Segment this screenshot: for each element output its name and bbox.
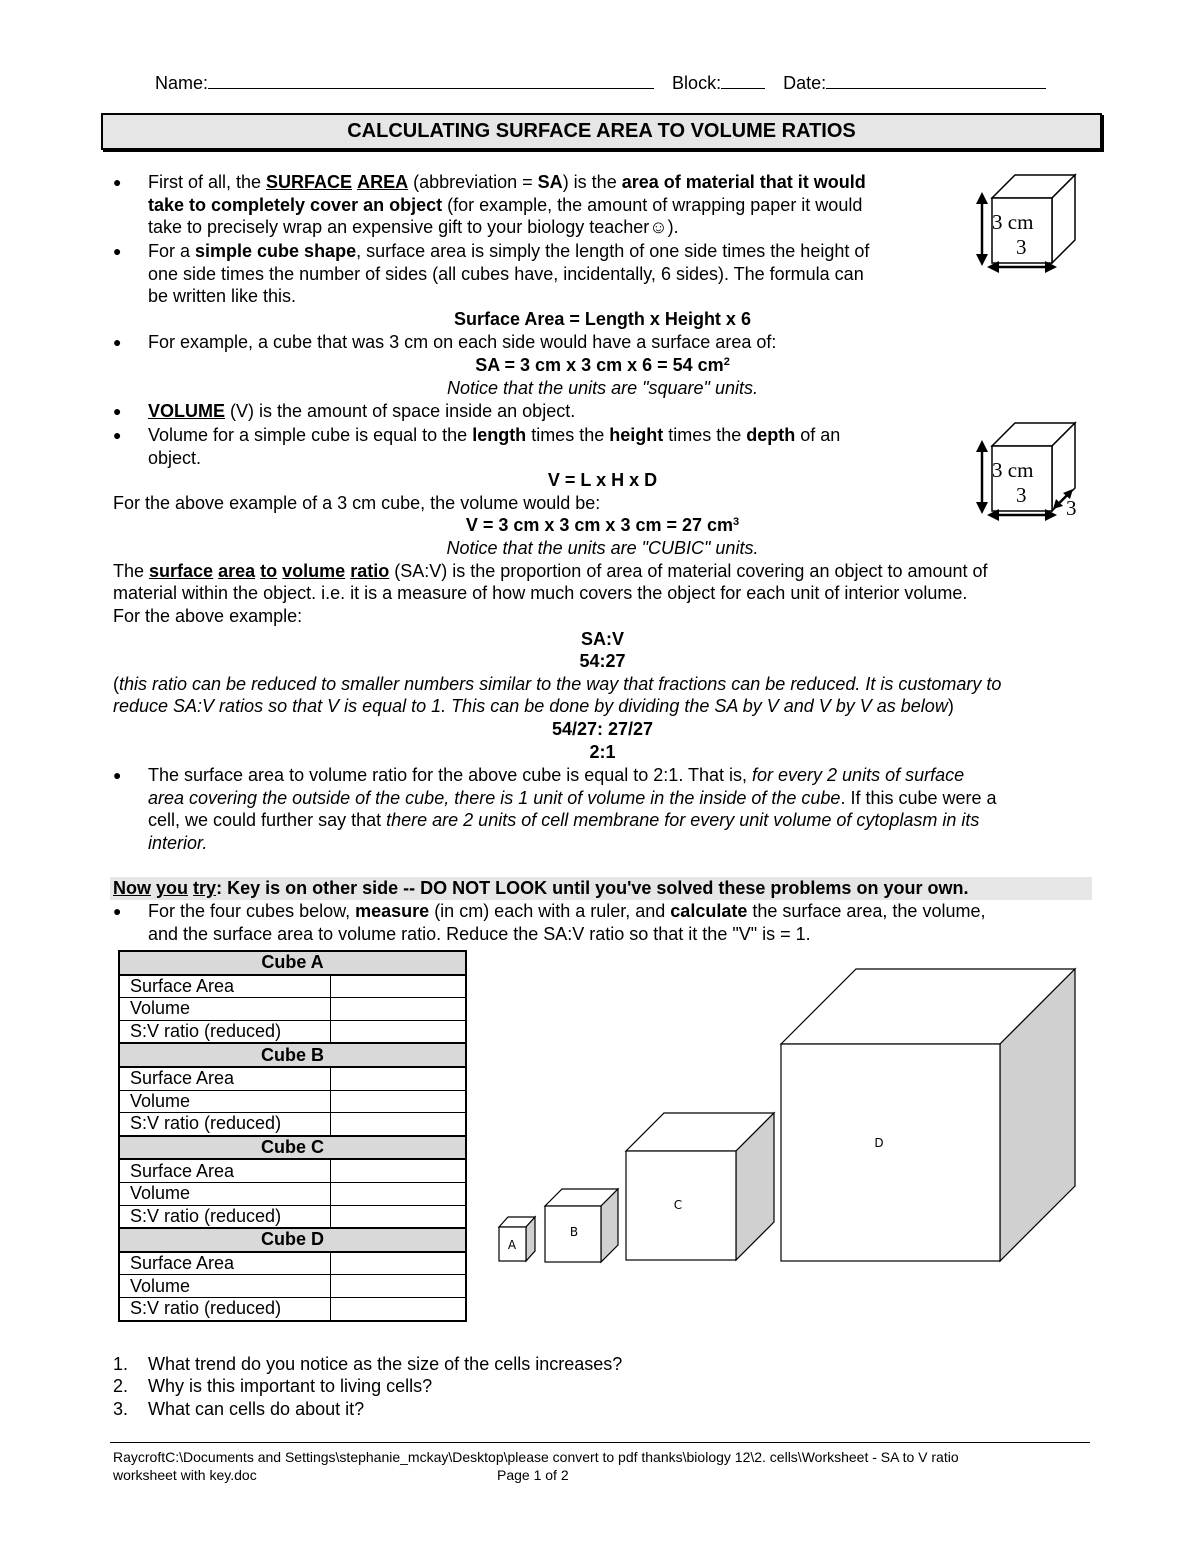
four-cubes-diagram bbox=[490, 960, 1090, 1270]
answer-cell[interactable] bbox=[331, 998, 467, 1021]
answer-cell[interactable] bbox=[331, 1113, 467, 1136]
footer-filename: worksheet with key.doc bbox=[113, 1467, 257, 1483]
volume-intro: For the above example of a 3 cm cube, the volume would be: bbox=[113, 493, 601, 513]
answer-cell[interactable] bbox=[331, 1182, 467, 1205]
bullet-icon: ● bbox=[113, 334, 122, 350]
table-row: Surface Area bbox=[119, 1159, 466, 1182]
table-header-row bbox=[119, 951, 466, 975]
question-3: What can cells do about it? bbox=[148, 1399, 365, 1419]
cube-a-header: Cube A bbox=[119, 951, 466, 975]
cube-b bbox=[545, 1189, 618, 1262]
bullet-icon: ● bbox=[113, 427, 122, 443]
table-row: Surface Area bbox=[119, 975, 466, 998]
try-heading: Now you try: Key is on other side -- DO NOT LOOK until you've solved these problems on your own. bbox=[113, 878, 969, 898]
ratio-paragraph-line-1: The surface area to volume ratio (SA:V) is the proportion of area of material covering an object to amount of bbox=[113, 561, 988, 581]
name-label: Name: bbox=[155, 73, 209, 93]
intro-bullet-1: First of all, the SURFACE AREA (abbreviation = SA) is the area of material that it would bbox=[148, 172, 866, 192]
smiley-icon: ☺ bbox=[649, 217, 668, 237]
try-instruction-line-2: and the surface area to volume ratio. Reduce the SA:V ratio so that it the "V" is = 1. bbox=[148, 924, 811, 944]
cube-b-header: Cube B bbox=[119, 1043, 466, 1067]
sav-label: SA:V bbox=[580, 629, 624, 649]
sav-value: 54:27 bbox=[579, 651, 626, 671]
ratio-paragraph-line-2: material within the object. i.e. it is a measure of how much covers the object for each unit of interior volume. bbox=[113, 583, 968, 603]
intro-bullet-6-line-2: area covering the outside of the cube, there is 1 unit of volume in the inside of the cube. If this cube were a bbox=[148, 788, 997, 808]
cube-c-header: Cube C bbox=[119, 1136, 466, 1160]
bullet-icon: ● bbox=[113, 903, 122, 919]
ratio-paragraph-line-3: For the above example: bbox=[113, 606, 303, 626]
date-field[interactable] bbox=[826, 70, 1046, 89]
cube-c bbox=[626, 1113, 774, 1260]
reduce-note-line-1: (this ratio can be reduced to smaller numbers similar to the way that fractions can be reduced. It is customary to bbox=[113, 674, 1002, 694]
bullet-icon: ● bbox=[113, 174, 122, 190]
date-label: Date: bbox=[783, 73, 827, 93]
reduced-ratio: 2:1 bbox=[589, 742, 616, 762]
table-row: S:V ratio (reduced) bbox=[119, 1205, 466, 1228]
cube-c-label: C bbox=[673, 1198, 683, 1212]
table-header-row bbox=[119, 1228, 466, 1252]
cube-d bbox=[781, 969, 1075, 1261]
intro-bullet-4: VOLUME (V) is the amount of space inside an object. bbox=[148, 401, 576, 421]
table-row: S:V ratio (reduced) bbox=[119, 1297, 466, 1320]
intro-bullet-2: For a simple cube shape, surface area is simply the length of one side times the height of bbox=[148, 241, 870, 261]
answer-cell[interactable] bbox=[331, 975, 467, 998]
intro-bullet-6-line-4: interior. bbox=[148, 833, 208, 853]
answer-cell[interactable] bbox=[331, 1252, 467, 1275]
volume-calculation: V = 3 cm x 3 cm x 3 cm = 27 $cm^3$ bbox=[465, 515, 740, 535]
sa-calculation: SA = 3 cm x 3 cm x 6 = 54 $cm^2$ bbox=[475, 355, 730, 375]
answer-table bbox=[118, 950, 467, 1322]
block-label: Block: bbox=[672, 73, 722, 93]
answer-cell[interactable] bbox=[331, 1205, 467, 1228]
formula-surface-area: Surface Area = Length x Height x 6 bbox=[454, 309, 751, 329]
cube-d-label: D bbox=[874, 1136, 884, 1150]
question-number: 2. bbox=[113, 1376, 129, 1396]
answer-cell[interactable] bbox=[331, 1020, 467, 1043]
intro-bullet-2-line-2: one side times the number of sides (all cubes have, incidentally, 6 sides). The formula can bbox=[148, 264, 864, 284]
question-number: 1. bbox=[113, 1354, 129, 1374]
intro-bullet-3: For example, a cube that was 3 cm on each side would have a surface area of: bbox=[148, 332, 777, 352]
footer-divider bbox=[110, 1442, 1090, 1443]
table-row: Volume bbox=[119, 998, 466, 1021]
example-cube-volume-diagram bbox=[970, 418, 1085, 530]
question-2: Why is this important to living cells? bbox=[148, 1376, 433, 1396]
reduce-note-line-2: reduce SA:V ratios so that V is equal to 1. This can be done by dividing the SA by V and V by V as below) bbox=[113, 696, 954, 716]
sa-note: Notice that the units are "square" units. bbox=[447, 378, 758, 398]
division-step: 54/27: 27/27 bbox=[551, 719, 654, 739]
intro-bullet-1-line-3: take to precisely wrap an expensive gift to your biology teacher☺). bbox=[148, 217, 679, 237]
bullet-icon: ● bbox=[113, 767, 122, 783]
cube-height-label: 3 cm bbox=[992, 458, 1034, 482]
cube-b-label: B bbox=[569, 1225, 579, 1239]
footer-path: RaycroftC:\Documents and Settings\stephanie_mckay\Desktop\please convert to pdf thanks\biology 12\2. cells\Worksheet - SA to V ratio bbox=[113, 1449, 959, 1465]
intro-bullet-5: Volume for a simple cube is equal to the length times the height times the depth of an bbox=[148, 425, 841, 445]
question-1: What trend do you notice as the size of the cells increases? bbox=[148, 1354, 623, 1374]
intro-bullet-1-line-2: take to completely cover an object (for example, the amount of wrapping paper it would bbox=[148, 195, 863, 215]
intro-bullet-6: The surface area to volume ratio for the above cube is equal to 2:1. That is, for every 2 units of surface bbox=[148, 765, 965, 785]
table-row: Volume bbox=[119, 1182, 466, 1205]
intro-bullet-5-line-2: object. bbox=[148, 448, 202, 468]
cube-width-label: 3 bbox=[1016, 235, 1027, 259]
question-number: 3. bbox=[113, 1399, 129, 1419]
formula-volume: V = L x H x D bbox=[547, 470, 658, 490]
table-header-row bbox=[119, 1136, 466, 1160]
answer-cell[interactable] bbox=[331, 1067, 467, 1090]
bullet-icon: ● bbox=[113, 403, 122, 419]
intro-bullet-6-line-3: cell, we could further say that there are 2 units of cell membrane for every unit volume of cytoplasm in its bbox=[148, 810, 980, 830]
table-row: Surface Area bbox=[119, 1252, 466, 1275]
block-field[interactable] bbox=[721, 70, 765, 89]
answer-cell[interactable] bbox=[331, 1090, 467, 1113]
example-cube-diagram bbox=[970, 170, 1085, 282]
header-row bbox=[155, 70, 1046, 95]
table-row: Surface Area bbox=[119, 1067, 466, 1090]
table-row: S:V ratio (reduced) bbox=[119, 1020, 466, 1043]
volume-note: Notice that the units are "CUBIC" units. bbox=[446, 538, 759, 558]
table-header-row bbox=[119, 1043, 466, 1067]
bullet-icon: ● bbox=[113, 243, 122, 259]
cube-a bbox=[499, 1217, 535, 1261]
table-row: S:V ratio (reduced) bbox=[119, 1113, 466, 1136]
try-instruction: For the four cubes below, measure (in cm) each with a ruler, and calculate the surface area, the volume, bbox=[148, 901, 986, 921]
cube-width-label: 3 bbox=[1016, 483, 1027, 507]
cube-height-label: 3 cm bbox=[992, 210, 1034, 234]
table-row: Volume bbox=[119, 1275, 466, 1298]
cube-depth-label: 3 bbox=[1066, 496, 1077, 520]
intro-bullet-2-line-3: be written like this. bbox=[148, 286, 297, 306]
footer-page-number: Page 1 of 2 bbox=[497, 1467, 569, 1483]
answer-cell[interactable] bbox=[331, 1159, 467, 1182]
answer-cell[interactable] bbox=[331, 1275, 467, 1298]
cube-d-header: Cube D bbox=[119, 1228, 466, 1252]
name-field[interactable] bbox=[208, 70, 654, 89]
answer-cell[interactable] bbox=[331, 1297, 467, 1320]
cube-a-label: A bbox=[507, 1238, 517, 1252]
table-row: Volume bbox=[119, 1090, 466, 1113]
page-title: CALCULATING SURFACE AREA TO VOLUME RATIOS bbox=[101, 113, 1102, 150]
